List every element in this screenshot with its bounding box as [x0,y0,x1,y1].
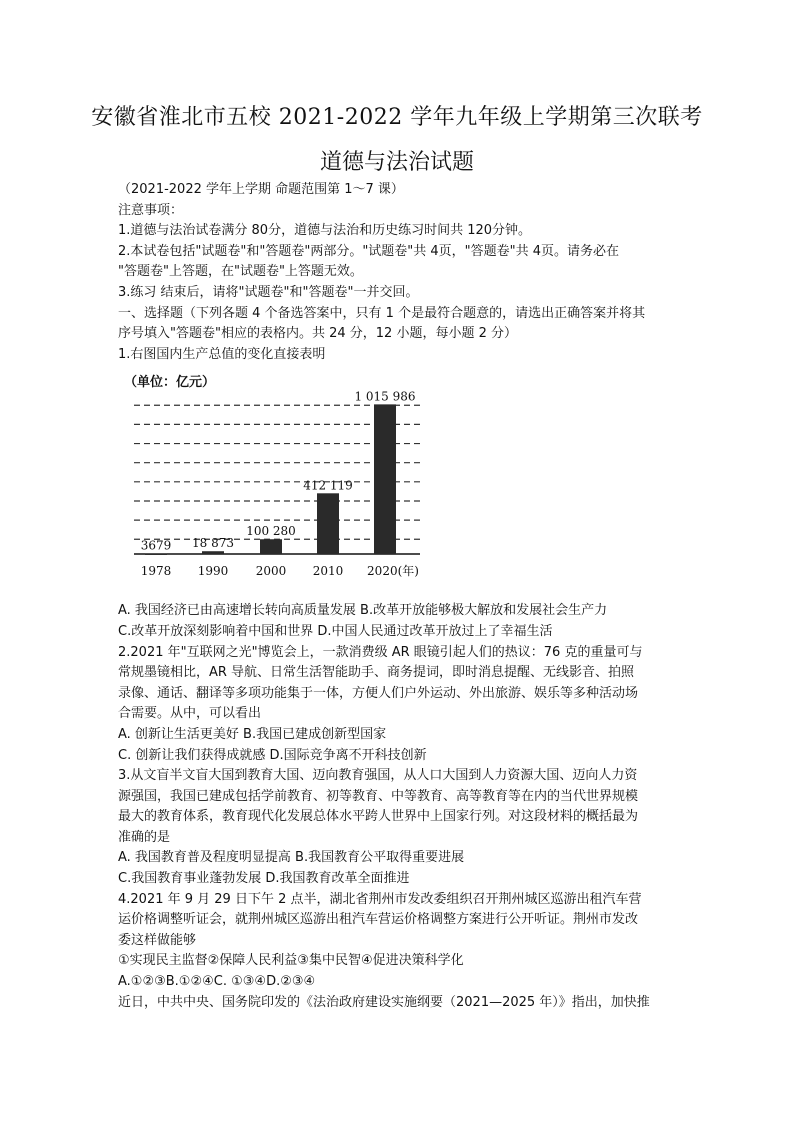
question-1-stem: 1.右图国内生产总值的变化直接表明 [118,346,326,362]
chart-unit-label: （单位：亿元） [124,375,216,391]
chart-bar [260,540,282,555]
chart-bar [374,405,396,555]
question-1-option: A. 我国经济已由高速增长转向高质量发展 B.改革开放能够极大解放和发展社会生产力 [118,603,608,619]
question-3-option: A. 我国教育普及程度明显提高 B.我国教育公平取得重要进展 [118,850,465,866]
chart-bar [317,494,339,555]
question-3-line: 3.从文盲半文盲大国到教育大国、迈向教育强国，从人口大国到人力资源大国、迈向人力资 [118,768,638,784]
gdp-chart-svg [122,370,422,594]
question-4-line: 委这样做能够 [118,932,197,948]
notice-line: 1.道德与法治试卷满分 80分，道德与法治和历史练习时间共 120分钟。 [118,223,532,239]
chart-category-label: 2020(年) [367,564,419,579]
chart-bar [145,554,167,556]
chart-category-label: 1978 [140,564,172,579]
question-4-line: 4.2021 年 9 月 29 日下午 2 点半，湖北省荆州市发改委组织召开荆州城区巡游出租汽车营 [118,891,642,907]
exam-body [118,180,690,1013]
chart-data-label: 1 015 986 [354,389,416,404]
exam-meta: （2021-2022 学年上学期 命题范围第 1～7 课） [118,182,404,197]
question-3-line: 源强国，我国已建成包括学前教育、初等教育、中等教育、高等教育等在内的当代世界规模 [118,788,639,804]
chart-data-label: 3679 [140,538,172,553]
chart-bar [202,552,224,555]
section-heading: 序号填入"答题卷"相应的表格内。共 24 分，12 小题，每小题 2 分） [118,326,517,342]
question-5-line: 近日，中共中央、国务院印发的《法治政府建设实施纲要（2021—2025 年）》指出，加快推 [118,994,650,1010]
question-3-line: 准确的是 [118,829,171,845]
gdp-chart [122,370,422,594]
question-2-line: 2.2021 年"互联网之光"博览会上，一款消费级 AR 眼镜引起人们的热议：76 克的重量可与 [118,644,643,660]
question-4-options: A.①②③B.①②④C. ①③④D.②③④ [118,974,316,990]
question-3-option: C.我国教育事业蓬勃发展 D.我国教育改革全面推进 [118,871,410,887]
exam-subtitle: 道德与法治试题 [319,150,474,175]
question-2-option: C. 创新让我们获得成就感 D.国际竞争离不开科技创新 [118,747,427,763]
question-2-option: A. 创新让生活更美好 B.我国已建成创新型国家 [118,726,387,742]
chart-data-label: 18 873 [192,536,234,551]
chart-category-label: 2000 [255,564,287,579]
question-3-line: 最大的教育体系，教育现代化发展总体水平跨人世界中上国家行列。对这段材料的概括最为 [118,809,639,825]
chart-category-label: 2010 [312,564,344,579]
exam-title: 安徽省淮北市五校 2021-2022 学年九年级上学期第三次联考 [91,105,703,130]
notice-line: 2.本试卷包括"试题卷"和"答题卷"两部分。"试题卷"共 4页，"答题卷"共 4页。请务必在 [118,243,620,259]
notice-heading: 注意事项： [118,202,184,218]
question-2-line: 常规墨镜相比，AR 导航、日常生活智能助手、商务提词，即时消息提醒、无线影音、拍照 [118,665,635,681]
chart-data-label: 412 119 [303,478,353,493]
question-2-line: 合需要。从中，可以看出 [118,706,262,722]
question-1-option: C.改革开放深刻影响着中国和世界 D.中国人民通过改革开放过上了幸福生活 [118,623,553,639]
question-4-line: 运价格调整听证会，就荆州城区巡游出租汽车营运价格调整方案进行公开听证。荆州市发改 [118,912,639,928]
notice-line: "答题卷"上答题，在"试题卷"上答题无效。 [118,264,363,280]
notice-line: 3.练习 结束后，请将"试题卷"和"答题卷"一并交回。 [118,284,419,300]
chart-category-label: 1990 [197,564,229,579]
question-2-line: 录像、通话、翻译等多项功能集于一体，方便人们户外运动、外出旅游、娱乐等多种活动场 [118,685,639,701]
section-heading: 一、选择题（下列各题 4 个备选答案中，只有 1 个是最符合题意的，请选出正确答案并将其 [118,305,646,321]
question-4-items: ①实现民主监督②保障人民利益③集中民智④促进决策科学化 [118,953,464,969]
chart-data-label: 100 280 [246,524,296,539]
